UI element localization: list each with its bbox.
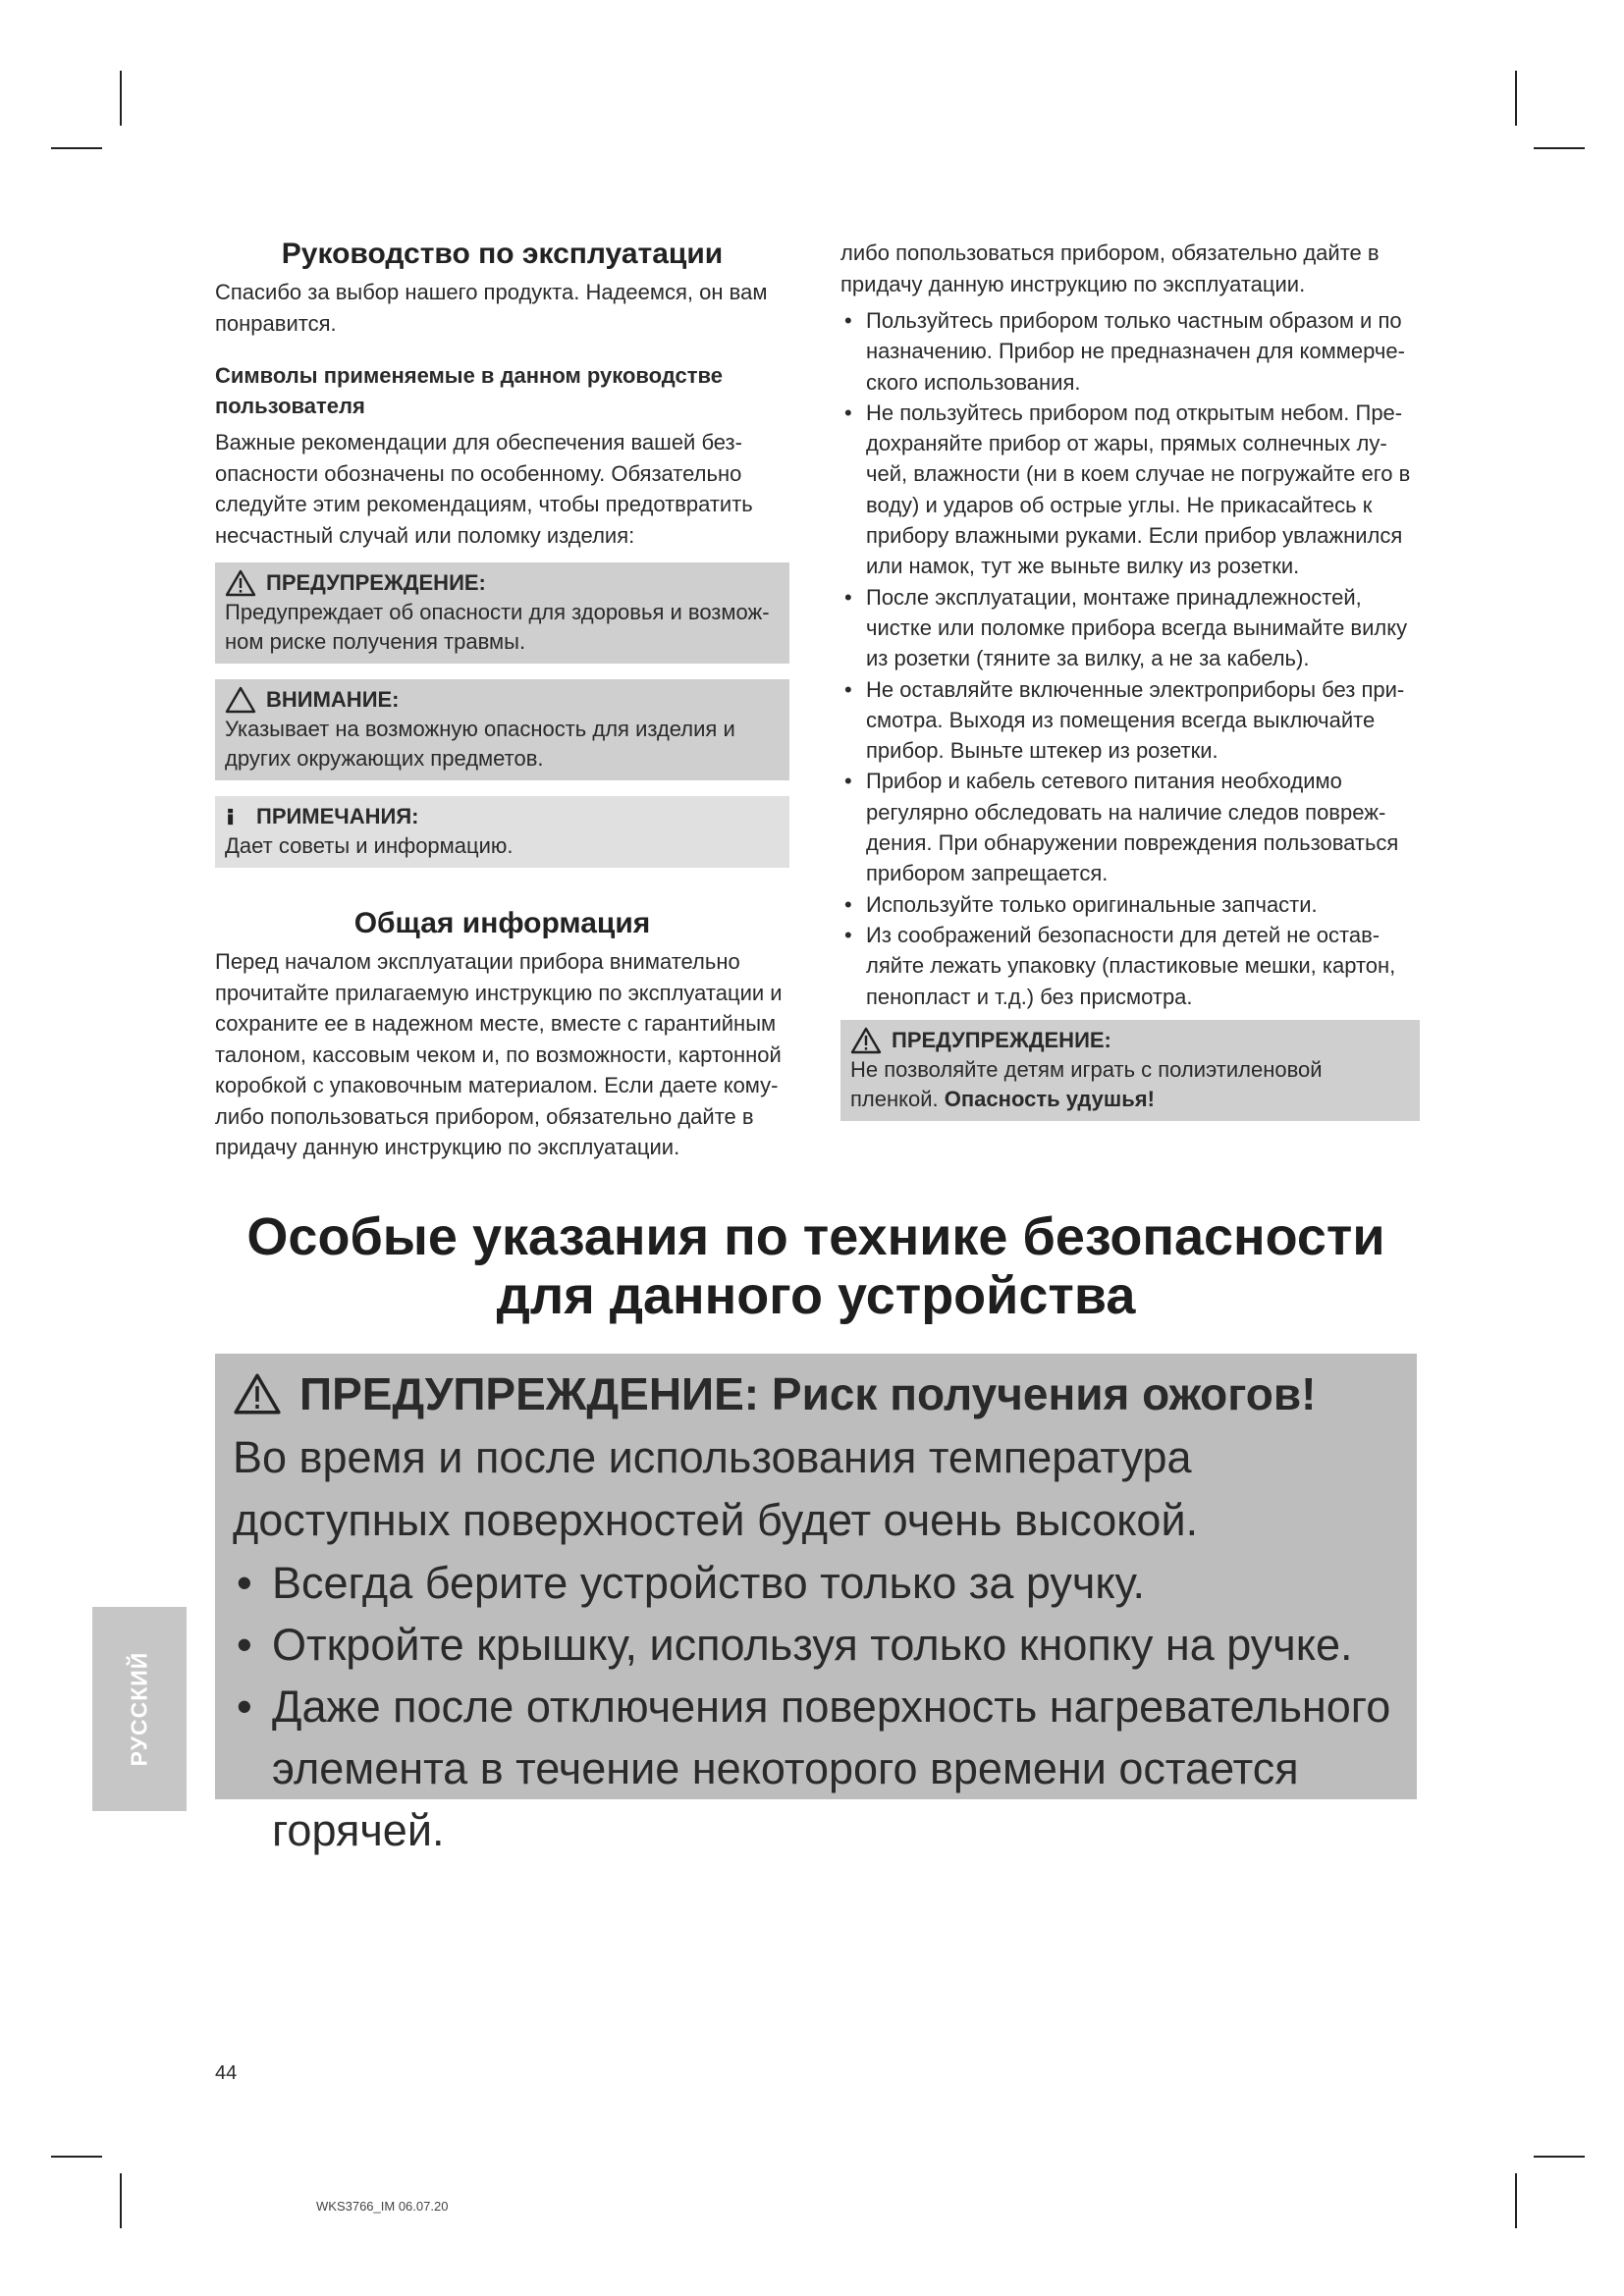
general-text: Перед началом эксплуатации прибора внимательно прочитайте прилагаемую инструкцию по эксплуатации и сохраните ее в надежном месте, вместе с гарантийным талоном, кассовым чеком и, по возможности, картонной коробкой с упаковочным материалом. Если даете кому-либо попользоваться прибором, обязательно дайте в придачу данную инструкцию по эксплуатации. (215, 949, 783, 1159)
symbols-text: Важные рекомендации для обеспечения вашей безопасности обозначены по особенному. Обязательно следуйте этим рекомендациям, чтобы предотвратить несчастный случай или поломку изделия: (215, 430, 753, 548)
crop-mark (51, 2156, 102, 2158)
packaging-warning-emphasis: Опасность удушья! (944, 1086, 1155, 1111)
warning-label: ПРЕДУПРЕЖДЕНИЕ: (266, 570, 486, 595)
crop-mark (51, 147, 102, 149)
list-item: • Используйте только оригинальные запчасти. (840, 889, 1420, 920)
warning-text: Предупреждает об опасности для здоровья и возможном риске получения травмы. (225, 600, 770, 654)
burn-warning-box (215, 1354, 1417, 1855)
packaging-warning-text (850, 1055, 1411, 1114)
list-item: • Откройте крышку, используя только кнопку на ручке. (233, 1614, 1399, 1676)
burn-warning-text: Во время и после использования температура доступных поверхностей будет очень высокой. (233, 1432, 1199, 1545)
language-tab-label: РУССКИЙ (126, 1651, 152, 1767)
left-column (215, 238, 789, 1159)
burn-warning-list (233, 1552, 1399, 1861)
list-item: • Всегда берите устройство только за ручку. (233, 1552, 1399, 1614)
warning-triangle-icon (850, 1027, 882, 1054)
symbols-title: Символы применяемые в данном руководстве пользователя (215, 363, 723, 418)
general-text-continued: либо попользоваться прибором, обязательно дайте в придачу данную инструкцию по эксплуатации. (840, 240, 1380, 296)
packaging-warning (840, 1020, 1420, 1121)
right-column (840, 238, 1420, 1121)
list-item: • Пользуйтесь прибором только частным образом и по назначению. Прибор не предназначен для коммерческого использования. (840, 305, 1420, 398)
warning-triangle-icon (225, 686, 256, 714)
special-safety-heading (215, 1207, 1417, 1325)
list-item: • Не оставляйте включенные электроприборы без присмотра. Выходя из помещения всегда выключайте прибор. Выньте штекер из розетки. (840, 674, 1420, 767)
burn-warning-label: ПРЕДУПРЕЖДЕНИЕ: Риск получения ожогов! (299, 1368, 1317, 1419)
packaging-warning-label: ПРЕДУПРЕЖДЕНИЕ: (892, 1027, 1111, 1052)
crop-mark (1534, 147, 1585, 149)
intro-text: Спасибо за выбор нашего продукта. Надеемся, он вам понравится. (215, 280, 768, 336)
packaging-warning-body: Не позволяйте детям играть с полиэтиленовой пленкой. (850, 1056, 1323, 1111)
list-item: • Даже после отключения поверхность нагревательного элемента в течение некоторого времени остается горячей. (233, 1676, 1399, 1861)
note-label: ПРИМЕЧАНИЯ: (256, 804, 419, 828)
list-item: • Не пользуйтесь прибором под открытым небом. Предохраняйте прибор от жары, прямых солнечных лучей, влажности (ни в коем случае не погружайте его в воду) и ударов об острые углы. Не прикасайтесь к прибору влажными руками. Если прибор увлажнился или намок, тут же выньте вилку из розетки. (840, 398, 1420, 582)
language-tab (92, 1607, 187, 1811)
caution-label: ВНИМАНИЕ: (266, 687, 400, 712)
note-notice (215, 796, 789, 868)
special-heading-line2: для данного устройства (496, 1266, 1136, 1325)
crop-mark (120, 71, 122, 126)
crop-mark (120, 2173, 122, 2228)
list-item: • Из соображений безопасности для детей не оставляйте лежать упаковку (пластиковые мешки, картон, пенопласт и т.д.) без присмотра. (840, 920, 1420, 1012)
warning-notice (215, 562, 789, 664)
safety-bullet-list (840, 305, 1420, 1012)
note-text: Дает советы и информацию. (225, 833, 514, 858)
special-heading-line1: Особые указания по технике безопасности (246, 1207, 1385, 1266)
warning-triangle-icon (233, 1372, 282, 1415)
page-number: 44 (215, 2062, 238, 2084)
manual-title: Руководство по эксплуатации (281, 238, 724, 270)
crop-mark (1534, 2156, 1585, 2158)
caution-text: Указывает на возможную опасность для изделия и других окружающих предметов. (225, 717, 735, 771)
crop-mark (1515, 71, 1517, 126)
warning-triangle-icon (225, 569, 256, 597)
list-item: • После эксплуатации, монтаже принадлежностей, чистке или поломке прибора всегда вынимайте вилку из розетки (тяните за вилку, а не за кабель). (840, 582, 1420, 674)
list-item: • Прибор и кабель сетевого питания необходимо регулярно обследовать на наличие следов повреждения. При обнаружении повреждения пользоваться прибором запрещается. (840, 766, 1420, 888)
footer-code: WKS3766_IM 06.07.20 (316, 2199, 449, 2214)
caution-notice (215, 679, 789, 780)
general-title: Общая информация (353, 907, 651, 939)
info-i-icon (225, 803, 244, 830)
crop-mark (1515, 2173, 1517, 2228)
